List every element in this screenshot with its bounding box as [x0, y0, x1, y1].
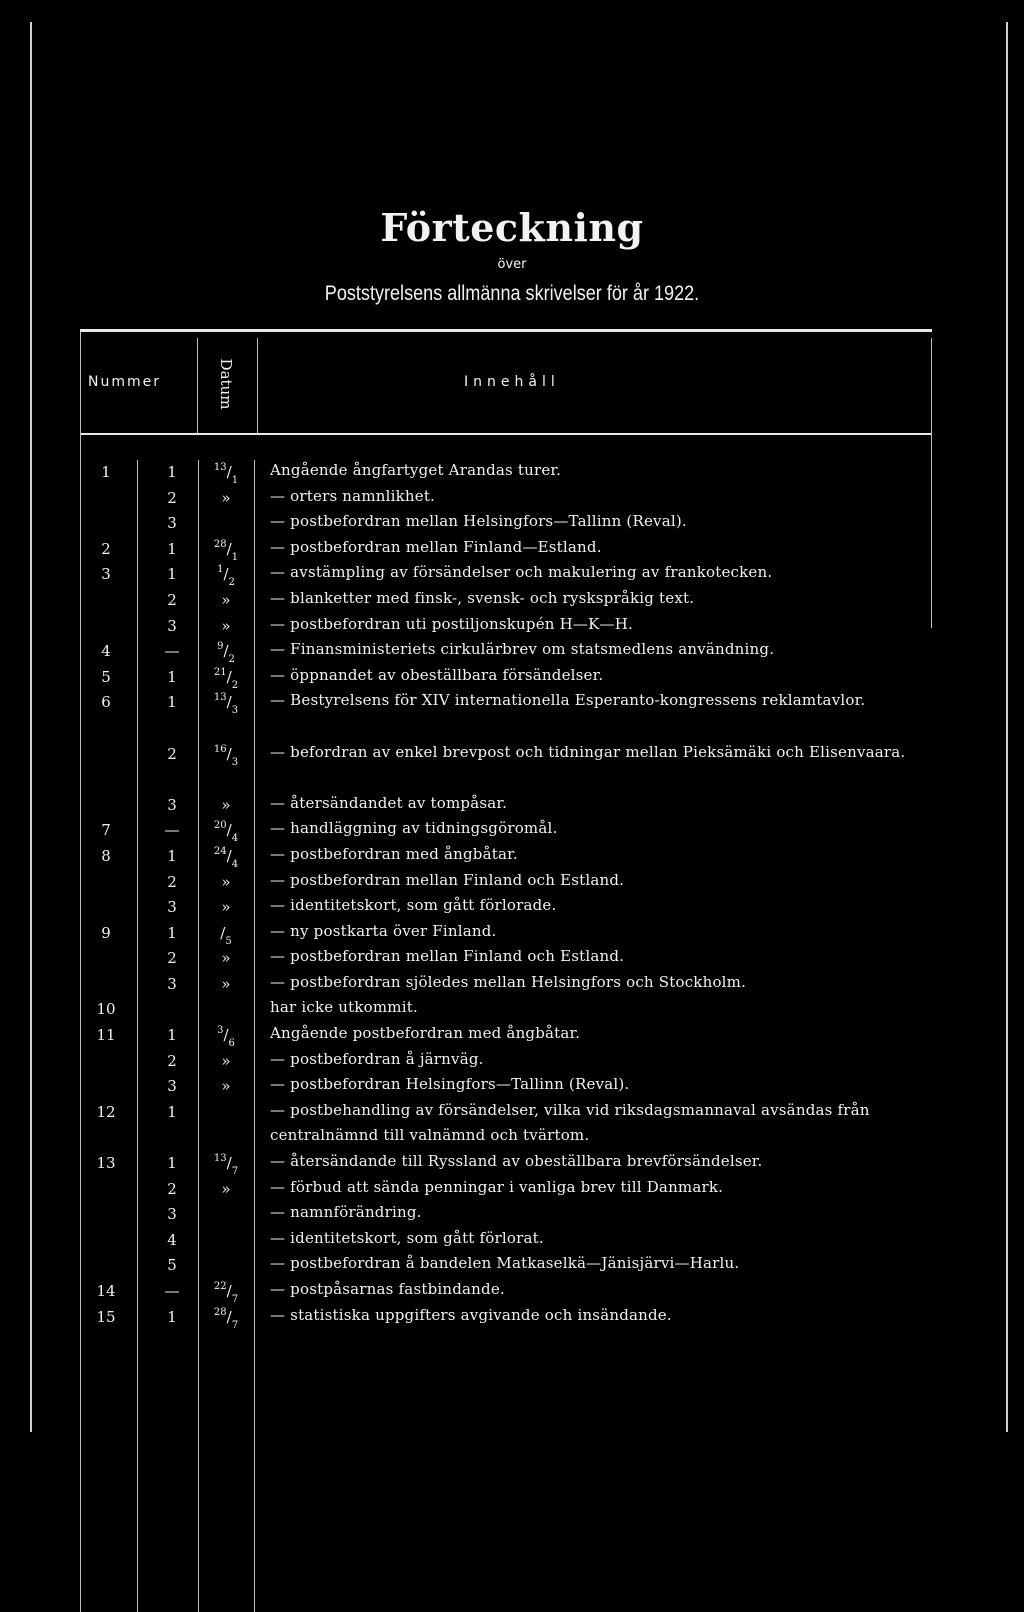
row-subnumber: 1 [167, 846, 177, 865]
table-row [0, 562, 1024, 588]
row-text: — orters namnlikhet. [270, 486, 436, 505]
row-subnumber: 2 [167, 949, 177, 968]
row-date: » [221, 590, 231, 609]
row-subnumber: 1 [167, 1102, 177, 1121]
row-number: 1 [101, 463, 111, 481]
row-subnumber: 3 [167, 974, 177, 993]
row-number: 10 [96, 1000, 116, 1019]
table-row [0, 870, 1024, 896]
row-subnumber: 3 [167, 1077, 177, 1096]
table-row [0, 972, 1024, 998]
table-row [0, 460, 1024, 486]
row-date: $^{13}/_1$ [213, 462, 239, 486]
row-subnumber: 1 [167, 463, 177, 481]
row-text: — befordran av enkel brevpost och tidningar mellan Pieksämäki och Elisenvaara. [270, 742, 906, 761]
row-date: $^{22}/_7$ [213, 1281, 239, 1305]
row-subnumber: 1 [167, 539, 177, 558]
row-subnumber: 2 [167, 1051, 177, 1070]
header-innehall: Innehåll [464, 374, 560, 390]
row-text: har icke utkommit. [270, 998, 418, 1017]
row-subnumber: 4 [167, 1230, 177, 1249]
row-text: — förbud att sända penningar i vanliga brev till Danmark. [270, 1177, 724, 1196]
row-text: — identitetskort, som gått förlorade. [270, 896, 557, 915]
row-subnumber: 2 [167, 1179, 177, 1198]
row-text: — postbefordran mellan Finland och Estland. [270, 947, 625, 966]
table-row [0, 614, 1024, 640]
row-text: — postbefordran mellan Helsingfors—Tallinn (Reval). [270, 512, 687, 531]
table-row [0, 537, 1024, 563]
row-date: » [221, 949, 231, 968]
table-row [0, 1202, 1024, 1228]
row-date: » [221, 872, 231, 891]
row-text: — postbefordran mellan Finland—Estland. [270, 537, 602, 556]
row-text: — postbefordran Helsingfors—Tallinn (Reval). [270, 1075, 630, 1094]
table-row [0, 1074, 1024, 1100]
row-date: » [221, 795, 231, 814]
row-subnumber: 1 [167, 667, 177, 686]
table-row [0, 588, 1024, 614]
table-row [0, 1228, 1024, 1254]
table-row [0, 1151, 1024, 1177]
row-date: » [221, 1179, 231, 1198]
table-row [0, 997, 1024, 1023]
row-text: — postbefordran sjöledes mellan Helsingfors och Stockholm. [270, 972, 747, 991]
row-text: — ny postkarta över Finland. [270, 921, 497, 940]
table-row [0, 946, 1024, 972]
header-nummer: Nummer [88, 374, 161, 390]
row-date: » [221, 974, 231, 993]
row-date: $^{16}/_3$ [213, 743, 239, 768]
row-text: — återsändande till Ryssland av obeställbara brevförsändelser. [270, 1152, 763, 1171]
row-subnumber: 1 [167, 923, 177, 942]
row-date: $/_5$ [220, 923, 232, 947]
row-subnumber: 2 [167, 744, 177, 763]
row-number: 6 [101, 693, 111, 712]
row-text: Angående postbefordran med ångbåtar. [270, 1024, 581, 1043]
table-row [0, 690, 1024, 741]
row-subnumber: 2 [167, 488, 177, 507]
table-row [0, 486, 1024, 512]
col-rule-head-datum-right [257, 338, 258, 433]
row-text: — Bestyrelsens för XIV internationella Esperanto-kongressens reklamtavlor. [270, 691, 866, 710]
row-date: » [221, 1077, 231, 1096]
row-subnumber: 1 [167, 1307, 177, 1326]
table-row [0, 921, 1024, 947]
row-text: — handläggning av tidningsgöromål. [270, 819, 558, 838]
row-text: — postbefordran å bandelen Matkaselkä—Jänisjärvi—Harlu. [270, 1254, 740, 1273]
page-subtitle: Poststyrelsens allmänna skrivelser för år 1922. [324, 282, 700, 305]
row-text: — öppnandet av obeställbara försändelser. [270, 665, 604, 684]
row-number: 15 [96, 1307, 116, 1326]
row-subnumber: 5 [167, 1256, 177, 1275]
row-text: — namnförändring. [270, 1203, 422, 1222]
row-text: — postbefordran mellan Finland och Estland. [270, 870, 625, 889]
row-number: 13 [96, 1154, 116, 1173]
table-row [0, 665, 1024, 691]
row-subnumber: 1 [167, 693, 177, 712]
row-number: 7 [101, 821, 111, 840]
row-subnumber: — [164, 1282, 180, 1300]
row-date: $^{28}/_1$ [213, 538, 239, 563]
table-row [0, 1023, 1024, 1049]
row-subnumber: 3 [167, 795, 177, 814]
row-number: 5 [101, 667, 111, 686]
header-bottom-rule [80, 433, 932, 435]
row-date: $^{24}/_4$ [213, 845, 239, 870]
row-number: 9 [101, 923, 111, 942]
row-number: 14 [96, 1282, 116, 1300]
row-text: — identitetskort, som gått förlorat. [270, 1228, 544, 1247]
row-text: — Finansministeriets cirkulärbrev om statsmedlens användning. [270, 640, 775, 659]
row-text: — statistiska uppgifters avgivande och insändande. [270, 1305, 672, 1324]
page-title: Förteckning [380, 205, 644, 250]
row-date: $^{13}/_7$ [213, 1153, 239, 1178]
subtitle-over: över [497, 257, 527, 272]
row-subnumber: 1 [167, 565, 177, 584]
row-date: » [221, 898, 231, 917]
header-datum: Datum [217, 358, 235, 410]
header-top-rule [80, 329, 932, 332]
table-row [0, 1049, 1024, 1075]
col-rule-head-datum-left [197, 338, 198, 433]
row-date: » [221, 1051, 231, 1070]
row-date: » [221, 616, 231, 635]
table-row [0, 1253, 1024, 1279]
row-number: 12 [96, 1102, 116, 1121]
table-row [0, 1279, 1024, 1305]
row-date: $^9/_2$ [217, 641, 235, 666]
row-subnumber: 3 [167, 1205, 177, 1224]
row-text: — postbefordran med ångbåtar. [270, 844, 518, 863]
table-row [0, 511, 1024, 537]
row-date: $^{28}/_7$ [213, 1306, 239, 1331]
row-date: $^3/_6$ [217, 1025, 235, 1050]
row-subnumber: — [164, 642, 180, 661]
table-row [0, 1177, 1024, 1203]
row-subnumber: 3 [167, 616, 177, 635]
table-row [0, 818, 1024, 844]
row-date: $^{21}/_2$ [213, 666, 239, 691]
row-text: — blanketter med finsk-, svensk- och ryskspråkig text. [270, 588, 695, 607]
table-row [0, 1100, 1024, 1151]
row-date: » [221, 488, 231, 507]
row-subnumber: — [164, 821, 180, 840]
row-number: 2 [101, 539, 111, 558]
entries-list [0, 460, 1024, 1330]
row-text: — postbehandling av försändelser, vilka vid riksdagsmannaval avsändas från centralnämnd till valnämnd och tvärtom. [270, 1100, 870, 1145]
row-subnumber: 3 [167, 898, 177, 917]
table-row [0, 1305, 1024, 1331]
table-row [0, 793, 1024, 819]
row-date: $^1/_2$ [217, 564, 235, 589]
row-text: — återsändandet av tompåsar. [270, 793, 508, 812]
row-text: Angående ångfartyget Arandas turer. [270, 461, 562, 479]
table-row [0, 639, 1024, 665]
row-date: $^{13}/_3$ [213, 692, 239, 717]
row-subnumber: 3 [167, 514, 177, 533]
row-number: 11 [96, 1026, 116, 1045]
row-text: — postpåsarnas fastbindande. [270, 1280, 505, 1298]
row-number: 8 [101, 846, 111, 865]
row-text: — avstämpling av försändelser och makulering av frankotecken. [270, 563, 773, 582]
table-row [0, 895, 1024, 921]
row-subnumber: 2 [167, 872, 177, 891]
row-number: 3 [101, 565, 111, 584]
row-subnumber: 1 [167, 1026, 177, 1045]
row-number: 4 [101, 642, 111, 661]
row-subnumber: 1 [167, 1154, 177, 1173]
row-date: $^{20}/_4$ [213, 820, 239, 845]
table-row [0, 742, 1024, 793]
row-text: — postbefordran uti postiljonskupén H—K—H. [270, 614, 633, 633]
row-subnumber: 2 [167, 590, 177, 609]
table-row [0, 844, 1024, 870]
row-text: — postbefordran å järnväg. [270, 1049, 484, 1068]
